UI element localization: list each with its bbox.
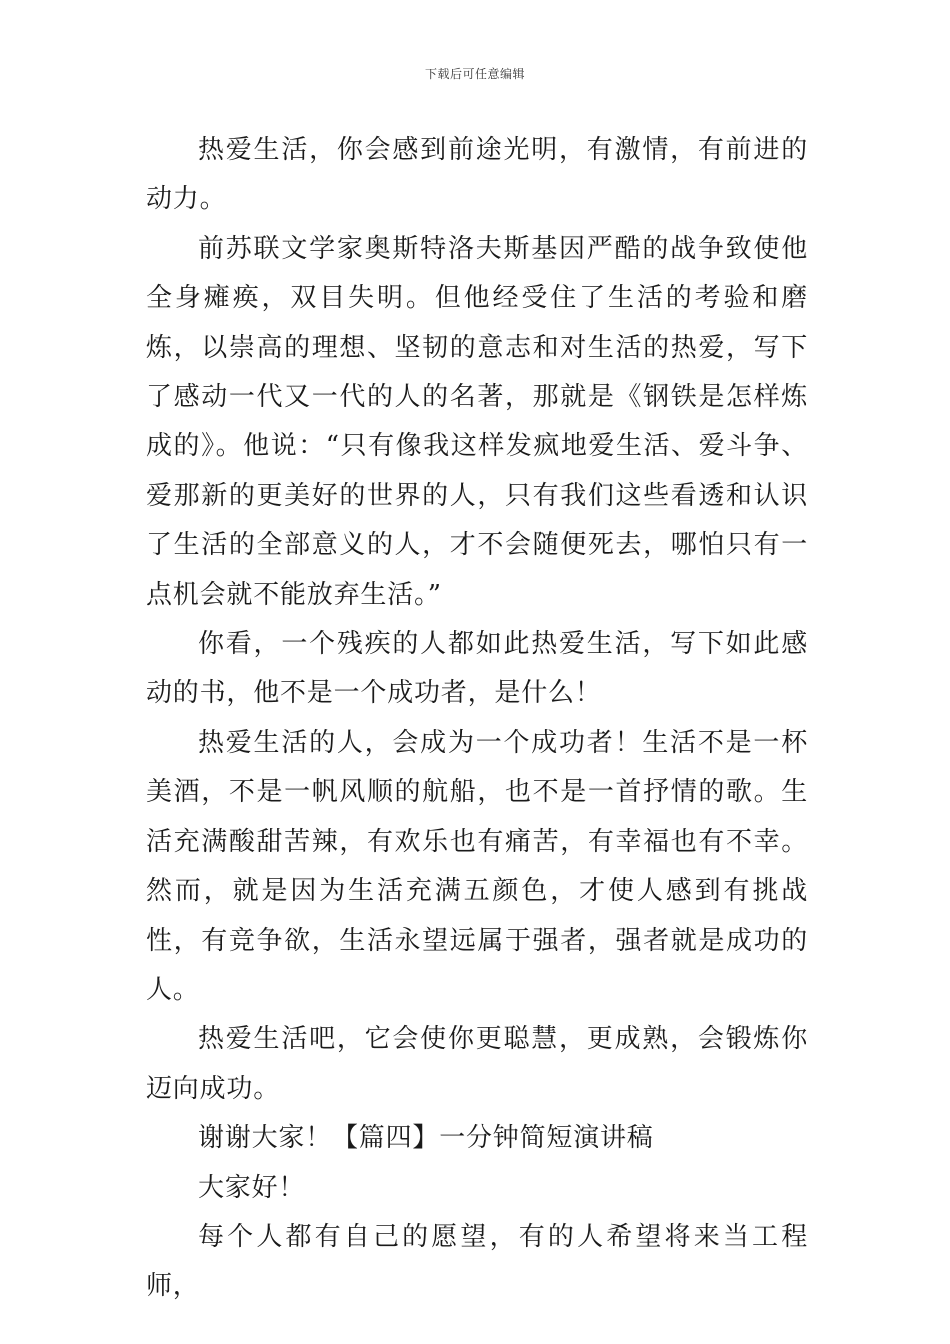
paragraph-love-life-intro: 热爱生活，你会感到前途光明，有激情，有前进的动力。 xyxy=(146,135,808,215)
paragraph-ostrovsky-story: 前苏联文学家奥斯特洛夫斯基因严酷的战争致使他全身瘫痪，双目失明。但他经受住了生活的考验和磨炼，以崇高的理想、坚韧的意志和对生活的热爱，写下了感动一代又一代的人的名著，那就是《钢铁是怎样炼成的》。他说：“只有像我这样发疯地爱生活、爱斗争、爱那新的更美好的世界的人，只有我们这些看透和认识了生活的全部意义的人，才不会随便死去，哪怕只有一点机会就不能放弃生活。” xyxy=(146,233,808,610)
paragraph-wishes-start: 每个人都有自己的愿望，有的人希望将来当工程师， xyxy=(146,1221,808,1302)
paragraph-greeting: 大家好！ xyxy=(198,1172,306,1203)
page-header: 下载后可任意编辑 xyxy=(424,67,525,81)
paragraph-love-life-conclusion: 热爱生活吧，它会使你更聪慧，更成熟，会锻炼你迈向成功。 xyxy=(146,1024,808,1104)
paragraph-disabled-success: 你看，一个残疾的人都如此热爱生活，写下如此感动的书，他不是一个成功者，是什么！ xyxy=(146,629,808,709)
paragraph-section-four-heading: 谢谢大家！【篇四】一分钟简短演讲稿 xyxy=(198,1123,654,1154)
paragraph-life-challenges: 热爱生活的人，会成为一个成功者！生活不是一杯美酒，不是一帆风顺的航船，也不是一首抒情的歌。生活充满酸甜苦辣，有欢乐也有痛苦，有幸福也有不幸。然而，就是因为生活充满五颜色，才使人感到有挑战性，有竞争欲，生活永望远属于强者，强者就是成功的人。 xyxy=(146,727,808,1005)
document-body xyxy=(146,126,808,1312)
